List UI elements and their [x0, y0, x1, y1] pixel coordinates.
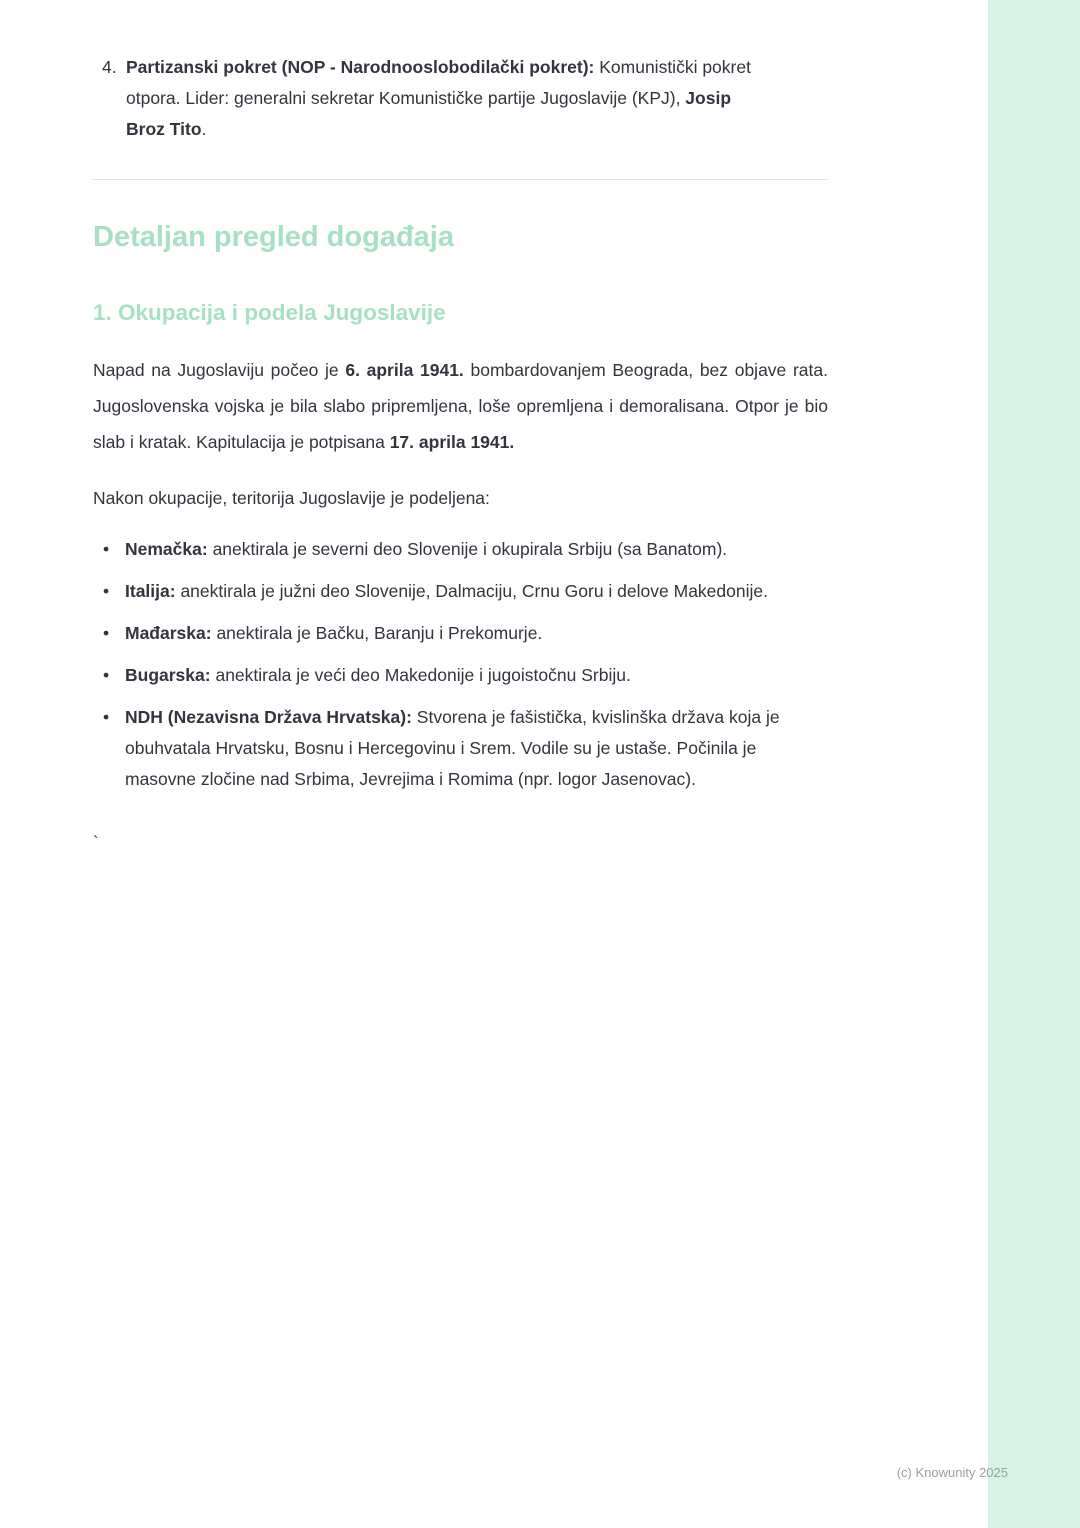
list-item-nemacka: • Nemačka: anektirala je severni deo Slovenije i okupirala Srbiju (sa Banatom). — [93, 534, 828, 565]
right-accent-stripe — [988, 0, 1080, 1528]
list-item-text: Partizanski pokret (NOP - Narodnooslobodilački pokret): Komunistički pokret otpora. Lider: generalni sekretar Komunističke partije Jugoslavije (KPJ), Josip Broz Tito. — [126, 57, 751, 139]
stray-backtick: ` — [93, 832, 99, 852]
numbered-list-item-4 — [93, 52, 769, 145]
subsection-title: 1. Okupacija i podela Jugoslavije — [93, 299, 446, 325]
list-item-number: 4. — [102, 57, 117, 77]
copyright-footer: (c) Knowunity 2025 — [896, 1465, 1008, 1480]
paragraph-occupation: Napad na Jugoslaviju počeo je 6. aprila 1941. bombardovanjem Beograda, bez objave rata. Jugoslovenska vojska je bila slabo pripremljena, loše opremljena i demoralisana. Otpor je bio slab i kratak. Kapitulacija je potpisana 17. aprila 1941. — [93, 359, 828, 452]
list-item-bugarska: • Bugarska: anektirala je veći deo Makedonije i jugoistočnu Srbiju. — [93, 660, 828, 691]
section-title: Detaljan pregled događaja — [93, 221, 454, 253]
section-divider — [93, 179, 828, 180]
list-item-italija: • Italija: anektirala je južni deo Slovenije, Dalmaciju, Crnu Goru i delove Makedonije. — [93, 576, 828, 607]
list-item-ndh: • NDH (Nezavisna Država Hrvatska): Stvorena je fašistička, kvislinška država koja je obuhvatala Hrvatsku, Bosnu i Hercegovinu i Srem. Vodile su je ustaše. Počinila je masovne zločine nad Srbima, Jevrejima i Romima (npr. logor Jasenovac). — [93, 702, 828, 795]
list-item-madjarska: • Mađarska: anektirala je Bačku, Baranju i Prekomurje. — [93, 618, 828, 649]
division-list — [93, 534, 828, 795]
page-content — [93, 52, 828, 858]
paragraph-division-intro: Nakon okupacije, teritorija Jugoslavije je podeljena: — [93, 487, 490, 508]
